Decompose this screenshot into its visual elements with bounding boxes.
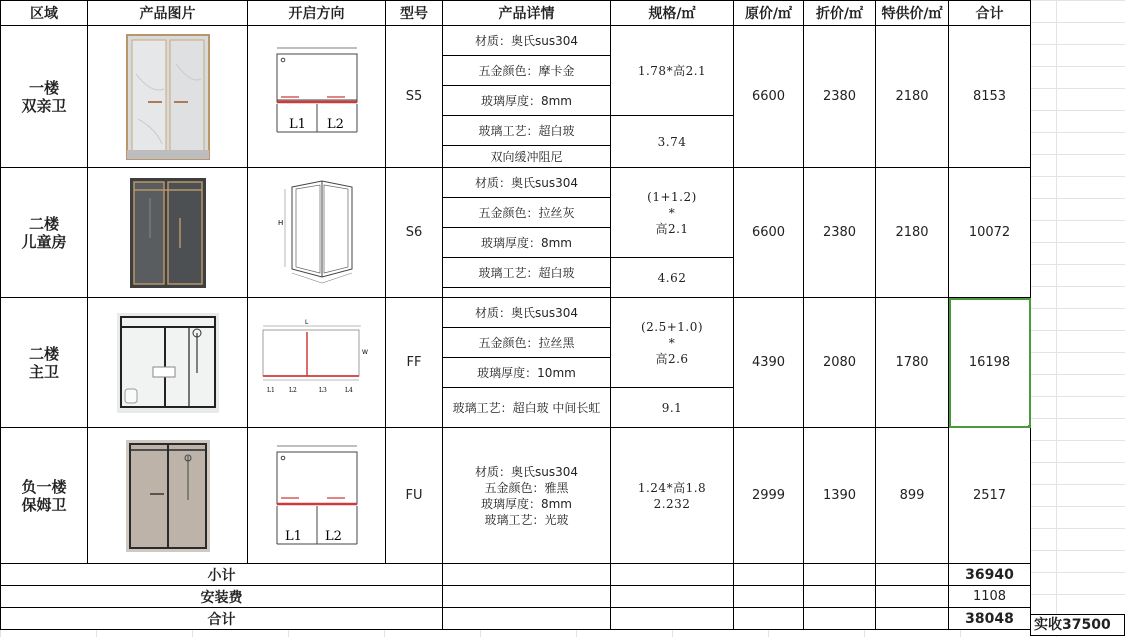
table-row bbox=[1, 26, 1031, 56]
diagram-label-l1: L1 bbox=[288, 116, 306, 132]
detail-cell[interactable]: 五金颜色：摩卡金 bbox=[443, 56, 611, 86]
product-photo-cell[interactable] bbox=[88, 26, 248, 168]
header-total[interactable]: 合计 bbox=[949, 1, 1031, 26]
area-cell[interactable] bbox=[1, 26, 88, 168]
detail-cell[interactable]: 五金颜色：拉丝灰 bbox=[443, 198, 611, 228]
area-value-cell[interactable]: 3.74 bbox=[611, 116, 734, 168]
area-value-cell[interactable]: 4.62 bbox=[611, 258, 734, 298]
empty-cell[interactable] bbox=[734, 608, 804, 630]
header-spec[interactable]: 规格/㎡ bbox=[611, 1, 734, 26]
opening-diagram-cell[interactable] bbox=[248, 428, 386, 564]
header-special-price[interactable]: 特供价/㎡ bbox=[876, 1, 949, 26]
empty-cell[interactable] bbox=[734, 564, 804, 586]
opening-diagram-cell[interactable] bbox=[248, 168, 386, 298]
spec-line: * bbox=[668, 205, 676, 220]
detail-line: 玻璃厚度：8mm bbox=[480, 496, 572, 511]
product-photo-cell[interactable] bbox=[88, 168, 248, 298]
special-price-cell[interactable]: 1780 bbox=[876, 298, 949, 428]
empty-cell[interactable] bbox=[611, 586, 734, 608]
model-cell[interactable]: S6 bbox=[386, 168, 443, 298]
install-fee-value[interactable]: 1108 bbox=[949, 586, 1031, 608]
header-model[interactable]: 型号 bbox=[386, 1, 443, 26]
empty-cell[interactable] bbox=[804, 608, 876, 630]
product-photo-cell[interactable] bbox=[88, 298, 248, 428]
opening-diagram-cell[interactable] bbox=[248, 26, 386, 168]
detail-cell[interactable] bbox=[443, 428, 611, 564]
empty-cell[interactable] bbox=[443, 586, 611, 608]
area-floor: 二楼 bbox=[28, 344, 59, 363]
diagram-label-l4: L4 bbox=[344, 386, 353, 394]
product-photo bbox=[126, 440, 210, 552]
model-cell[interactable]: FF bbox=[386, 298, 443, 428]
discount-price-cell[interactable]: 1390 bbox=[804, 428, 876, 564]
empty-cell[interactable] bbox=[876, 586, 949, 608]
product-photo bbox=[117, 313, 219, 413]
detail-cell[interactable]: 材质：奥氏sus304 bbox=[443, 26, 611, 56]
product-photo bbox=[126, 34, 210, 160]
special-price-cell[interactable]: 899 bbox=[876, 428, 949, 564]
header-row bbox=[1, 1, 1031, 26]
total-cell[interactable]: 10072 bbox=[949, 168, 1031, 298]
model-cell[interactable]: FU bbox=[386, 428, 443, 564]
detail-line: 五金颜色：雅黑 bbox=[484, 480, 569, 495]
header-area[interactable]: 区域 bbox=[1, 1, 88, 26]
original-price-cell[interactable]: 2999 bbox=[734, 428, 804, 564]
spec-cell[interactable]: 1.78*高2.1 bbox=[611, 26, 734, 116]
diagram-label-l2: L2 bbox=[288, 386, 297, 394]
detail-cell[interactable]: 双向缓冲阻尼 bbox=[443, 146, 611, 168]
install-fee-row bbox=[1, 586, 1031, 608]
diagram-label-l1: L1 bbox=[266, 386, 275, 394]
area-floor: 二楼 bbox=[28, 214, 59, 233]
straight-door-diagram bbox=[261, 318, 373, 408]
diagram-label-l2: L2 bbox=[324, 528, 342, 544]
detail-cell[interactable]: 玻璃厚度：8mm bbox=[443, 86, 611, 116]
product-photo-cell[interactable] bbox=[88, 428, 248, 564]
spec-cell[interactable] bbox=[611, 298, 734, 388]
empty-cell[interactable] bbox=[611, 608, 734, 630]
product-photo bbox=[130, 178, 206, 288]
total-cell-selected[interactable]: 16198 bbox=[949, 298, 1031, 428]
detail-cell[interactable]: 玻璃工艺：超白玻 中间长虹 bbox=[443, 388, 611, 428]
spec-line: (2.5+1.0) bbox=[640, 319, 704, 334]
opening-diagram-cell[interactable] bbox=[248, 298, 386, 428]
grand-total-row bbox=[1, 608, 1031, 630]
discount-price-cell[interactable]: 2380 bbox=[804, 168, 876, 298]
diagram-label-l2: L2 bbox=[326, 116, 344, 132]
area-floor: 一楼 bbox=[28, 78, 59, 97]
total-cell[interactable]: 2517 bbox=[949, 428, 1031, 564]
empty-cell[interactable] bbox=[876, 608, 949, 630]
total-cell[interactable]: 8153 bbox=[949, 26, 1031, 168]
diagram-label-l: L bbox=[304, 318, 308, 326]
empty-cell[interactable] bbox=[876, 564, 949, 586]
spec-line: 2.232 bbox=[653, 496, 691, 511]
diagram-label-w: W bbox=[361, 348, 368, 356]
discount-price-cell[interactable]: 2380 bbox=[804, 26, 876, 168]
detail-cell[interactable]: 材质：奥氏sus304 bbox=[443, 298, 611, 328]
header-product-details[interactable]: 产品详情 bbox=[443, 1, 611, 26]
empty-cell[interactable] bbox=[804, 564, 876, 586]
detail-cell[interactable]: 玻璃厚度：8mm bbox=[443, 228, 611, 258]
corner-door-diagram bbox=[272, 177, 362, 289]
area-room: 双亲卫 bbox=[21, 96, 67, 115]
area-room: 保姆卫 bbox=[21, 495, 67, 514]
detail-cell[interactable] bbox=[443, 288, 611, 298]
grand-total-label[interactable]: 合计 bbox=[1, 608, 443, 630]
header-product-image[interactable]: 产品图片 bbox=[88, 1, 248, 26]
discount-price-cell[interactable]: 2080 bbox=[804, 298, 876, 428]
area-cell[interactable] bbox=[1, 298, 88, 428]
model-cell[interactable]: S5 bbox=[386, 26, 443, 168]
area-cell[interactable] bbox=[1, 428, 88, 564]
spec-line: (1+1.2) bbox=[647, 189, 697, 204]
area-room: 儿童房 bbox=[21, 232, 67, 251]
subtotal-label[interactable]: 小计 bbox=[1, 564, 443, 586]
detail-cell[interactable]: 五金颜色：拉丝黑 bbox=[443, 328, 611, 358]
spec-cell[interactable] bbox=[611, 428, 734, 564]
diagram-label-l1: L1 bbox=[284, 528, 302, 544]
empty-cell[interactable] bbox=[443, 608, 611, 630]
area-value-cell[interactable]: 9.1 bbox=[611, 388, 734, 428]
spec-cell[interactable] bbox=[611, 168, 734, 258]
spec-line: * bbox=[668, 335, 676, 350]
spec-line: 高2.1 bbox=[655, 221, 689, 236]
subtotal-value[interactable]: 36940 bbox=[949, 564, 1031, 586]
header-discount-price[interactable]: 折价/㎡ bbox=[804, 1, 876, 26]
table-row bbox=[1, 168, 1031, 198]
original-price-cell[interactable]: 4390 bbox=[734, 298, 804, 428]
spec-line: 1.24*高1.8 bbox=[637, 480, 707, 495]
detail-cell[interactable]: 玻璃工艺：超白玻 bbox=[443, 258, 611, 288]
empty-cell[interactable] bbox=[804, 586, 876, 608]
grand-total-value[interactable]: 38048 bbox=[949, 608, 1031, 630]
detail-line: 玻璃工艺：光玻 bbox=[484, 512, 569, 527]
table-row bbox=[1, 298, 1031, 328]
special-price-cell[interactable]: 2180 bbox=[876, 168, 949, 298]
detail-cell[interactable]: 材质：奥氏sus304 bbox=[443, 168, 611, 198]
detail-cell[interactable]: 玻璃工艺：超白玻 bbox=[443, 116, 611, 146]
empty-cell[interactable] bbox=[443, 564, 611, 586]
area-floor: 负一楼 bbox=[21, 477, 67, 496]
original-price-cell[interactable]: 6600 bbox=[734, 26, 804, 168]
special-price-cell[interactable]: 2180 bbox=[876, 26, 949, 168]
area-room: 主卫 bbox=[28, 362, 59, 381]
empty-cell[interactable] bbox=[734, 586, 804, 608]
subtotal-row bbox=[1, 564, 1031, 586]
detail-line: 材质：奥氏sus304 bbox=[474, 464, 578, 479]
install-fee-label[interactable]: 安装费 bbox=[1, 586, 443, 608]
diagram-label-h: H bbox=[277, 218, 283, 227]
table-row bbox=[1, 428, 1031, 564]
sliding-door-diagram bbox=[267, 440, 367, 552]
area-cell[interactable] bbox=[1, 168, 88, 298]
detail-cell[interactable]: 玻璃厚度：10mm bbox=[443, 358, 611, 388]
header-opening-direction[interactable]: 开启方向 bbox=[248, 1, 386, 26]
diagram-label-l3: L3 bbox=[318, 386, 327, 394]
spec-line: 高2.6 bbox=[655, 351, 689, 366]
original-price-cell[interactable]: 6600 bbox=[734, 168, 804, 298]
actual-received-cell[interactable]: 实收37500 bbox=[1030, 614, 1125, 636]
empty-cell[interactable] bbox=[611, 564, 734, 586]
sliding-door-diagram bbox=[267, 42, 367, 152]
header-original-price[interactable]: 原价/㎡ bbox=[734, 1, 804, 26]
